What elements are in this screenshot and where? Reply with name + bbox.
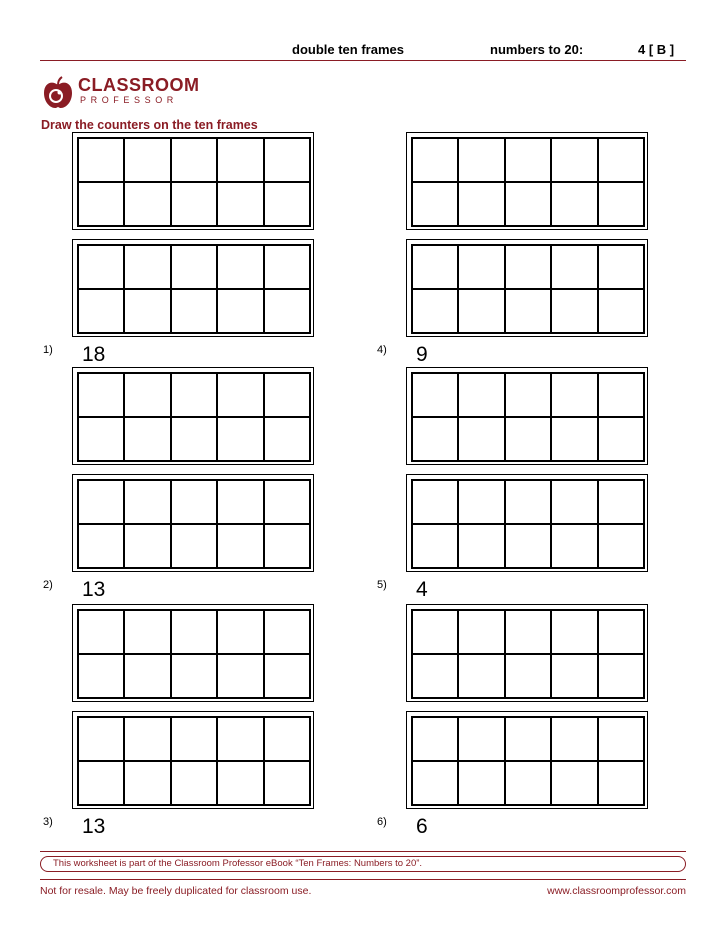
instruction-text: Draw the counters on the ten frames [41,118,258,132]
ten-frame-cell[interactable] [412,289,458,333]
ten-frame-cell[interactable] [505,182,551,226]
ten-frame-cell[interactable] [551,480,597,524]
apple-icon [42,76,74,110]
ten-frame-cell[interactable] [171,138,217,182]
worksheet-title: double ten frames [292,42,404,57]
question-label: 2) [43,579,53,591]
ten-frame-cell[interactable] [217,289,263,333]
ten-frame-cell[interactable] [598,480,644,524]
ten-frame [406,132,648,230]
ten-frame-cell[interactable] [551,524,597,568]
ten-frame-grid [77,137,311,227]
ten-frame-grid [77,479,311,569]
ten-frame-cell[interactable] [412,373,458,417]
ten-frame-cell[interactable] [78,373,124,417]
ten-frame-cell[interactable] [171,373,217,417]
ten-frame-cell[interactable] [264,524,310,568]
ten-frame-cell[interactable] [78,289,124,333]
ten-frame-cell[interactable] [458,524,504,568]
logo-text-main: CLASSROOM [78,75,200,95]
ten-frame-cell[interactable] [217,245,263,289]
ten-frame-cell[interactable] [78,654,124,698]
ten-frame-cell[interactable] [551,717,597,761]
ten-frame-cell[interactable] [264,717,310,761]
ten-frame-cell[interactable] [124,289,170,333]
question-number: 13 [82,578,106,601]
question-number: 9 [416,343,428,366]
ten-frame-cell[interactable] [551,182,597,226]
ten-frame-cell[interactable] [412,417,458,461]
ten-frame-grid [77,372,311,462]
ten-frame-cell[interactable] [458,289,504,333]
footer-rule-top [40,851,686,852]
ten-frame-cell[interactable] [171,524,217,568]
ten-frame-cell[interactable] [78,610,124,654]
ten-frame-cell[interactable] [217,182,263,226]
ten-frame-cell[interactable] [124,480,170,524]
ten-frame-cell[interactable] [264,417,310,461]
ten-frame [72,239,314,337]
ten-frame-cell[interactable] [78,417,124,461]
ten-frame-cell[interactable] [412,761,458,805]
ten-frame-cell[interactable] [264,182,310,226]
ten-frame-cell[interactable] [551,289,597,333]
ten-frame-cell[interactable] [412,654,458,698]
ten-frame-cell[interactable] [264,138,310,182]
ten-frame-cell[interactable] [78,717,124,761]
ten-frame-cell[interactable] [458,480,504,524]
ten-frame [406,367,648,465]
question-label: 3) [43,816,53,828]
ten-frame-cell[interactable] [412,182,458,226]
ten-frame-grid [77,716,311,806]
ten-frame-cell[interactable] [171,654,217,698]
ten-frame-cell[interactable] [124,373,170,417]
ten-frame-cell[interactable] [124,761,170,805]
ten-frame-cell[interactable] [78,182,124,226]
ten-frame-grid [411,372,645,462]
question-number: 4 [416,578,428,601]
ten-frame-cell[interactable] [505,654,551,698]
ten-frame-cell[interactable] [598,138,644,182]
ten-frame-grid [411,609,645,699]
question-label: 1) [43,344,53,356]
ten-frame-cell[interactable] [412,138,458,182]
footer-rule-bottom [40,879,686,880]
ten-frame-grid [411,137,645,227]
ten-frame-cell[interactable] [505,761,551,805]
ten-frame-cell[interactable] [598,417,644,461]
ten-frame-cell[interactable] [124,654,170,698]
ten-frame [406,711,648,809]
ten-frame-cell[interactable] [551,610,597,654]
ten-frame-cell[interactable] [458,245,504,289]
ten-frame-cell[interactable] [264,373,310,417]
ten-frame-cell[interactable] [171,245,217,289]
question-label: 6) [377,816,387,828]
ten-frame-cell[interactable] [598,524,644,568]
ten-frame-grid [411,244,645,334]
ten-frame-cell[interactable] [551,761,597,805]
ten-frame-cell[interactable] [505,610,551,654]
ten-frame-cell[interactable] [412,717,458,761]
ten-frame [72,474,314,572]
classroom-professor-logo [42,74,200,114]
ten-frame-cell[interactable] [551,417,597,461]
ten-frame-cell[interactable] [598,654,644,698]
ten-frame-cell[interactable] [171,480,217,524]
ten-frame-cell[interactable] [217,417,263,461]
ten-frame-cell[interactable] [217,610,263,654]
ten-frame-grid [411,479,645,569]
ten-frame-cell[interactable] [505,373,551,417]
ten-frame-cell[interactable] [458,373,504,417]
ten-frame [406,239,648,337]
ten-frame-cell[interactable] [458,417,504,461]
ten-frame-cell[interactable] [598,289,644,333]
ten-frame-cell[interactable] [217,654,263,698]
worksheet-range: numbers to 20: [490,42,584,57]
ebook-note: This worksheet is part of the Classroom Professor eBook “Ten Frames: Numbers to 20”. [40,856,686,872]
ten-frame-cell[interactable] [598,182,644,226]
ten-frame-cell[interactable] [124,524,170,568]
question-number: 18 [82,343,106,366]
question-number: 6 [416,815,428,838]
worksheet-code: 4 [ B ] [638,42,675,57]
ten-frame-cell[interactable] [217,524,263,568]
question-label: 4) [377,344,387,356]
ten-frame-cell[interactable] [505,417,551,461]
ten-frame-cell[interactable] [412,480,458,524]
ten-frame-cell[interactable] [78,138,124,182]
ten-frame-cell[interactable] [78,480,124,524]
ten-frame-cell[interactable] [124,717,170,761]
ten-frame [72,132,314,230]
ten-frame-cell[interactable] [217,761,263,805]
ten-frame [406,604,648,702]
ten-frame-cell[interactable] [78,524,124,568]
ten-frame-cell[interactable] [124,182,170,226]
ten-frame-cell[interactable] [458,182,504,226]
ten-frame [72,711,314,809]
ten-frame-cell[interactable] [264,245,310,289]
ten-frame-cell[interactable] [505,138,551,182]
ten-frame-cell[interactable] [458,610,504,654]
ten-frame [72,367,314,465]
ten-frame-cell[interactable] [458,138,504,182]
ten-frame-cell[interactable] [264,610,310,654]
ten-frame-cell[interactable] [551,654,597,698]
website-link[interactable]: www.classroomprofessor.com [547,885,686,897]
header-rule [40,60,686,61]
resale-notice: Not for resale. May be freely duplicated for classroom use. [40,885,312,897]
ten-frame-cell[interactable] [598,245,644,289]
ten-frame-cell[interactable] [551,373,597,417]
ten-frame-cell[interactable] [551,138,597,182]
ten-frame-cell[interactable] [598,717,644,761]
ten-frame [406,474,648,572]
question-label: 5) [377,579,387,591]
ten-frame-cell[interactable] [598,373,644,417]
ten-frame-cell[interactable] [505,717,551,761]
ten-frame-cell[interactable] [124,138,170,182]
ten-frame-cell[interactable] [412,245,458,289]
ten-frame-grid [411,716,645,806]
ten-frame-cell[interactable] [217,138,263,182]
ten-frame-cell[interactable] [171,182,217,226]
ten-frame-cell[interactable] [171,717,217,761]
ten-frame-cell[interactable] [217,373,263,417]
ten-frame-cell[interactable] [458,654,504,698]
ten-frame-cell[interactable] [171,417,217,461]
ten-frame-cell[interactable] [598,610,644,654]
ten-frame-cell[interactable] [124,610,170,654]
ten-frame-cell[interactable] [505,245,551,289]
ten-frame-cell[interactable] [412,524,458,568]
ten-frame-cell[interactable] [171,761,217,805]
ten-frame-cell[interactable] [505,480,551,524]
ten-frame-cell[interactable] [505,524,551,568]
question-number: 13 [82,815,106,838]
ten-frame-cell[interactable] [458,761,504,805]
ten-frame-cell[interactable] [458,717,504,761]
ten-frame-cell[interactable] [217,480,263,524]
ten-frame-cell[interactable] [264,480,310,524]
ten-frame-cell[interactable] [171,610,217,654]
ten-frame-cell[interactable] [217,717,263,761]
ten-frame-grid [77,244,311,334]
ten-frame-cell[interactable] [412,610,458,654]
ten-frame-grid [77,609,311,699]
ten-frame-cell[interactable] [598,761,644,805]
ten-frame-cell[interactable] [124,245,170,289]
ten-frame-cell[interactable] [505,289,551,333]
ten-frame-cell[interactable] [78,761,124,805]
ten-frame-cell[interactable] [551,245,597,289]
ten-frame-cell[interactable] [264,761,310,805]
logo-text-sub: PROFESSOR [80,95,178,105]
ten-frame-cell[interactable] [171,289,217,333]
ten-frame-cell[interactable] [264,289,310,333]
ten-frame-cell[interactable] [78,245,124,289]
ten-frame-cell[interactable] [264,654,310,698]
ten-frame [72,604,314,702]
ten-frame-cell[interactable] [124,417,170,461]
